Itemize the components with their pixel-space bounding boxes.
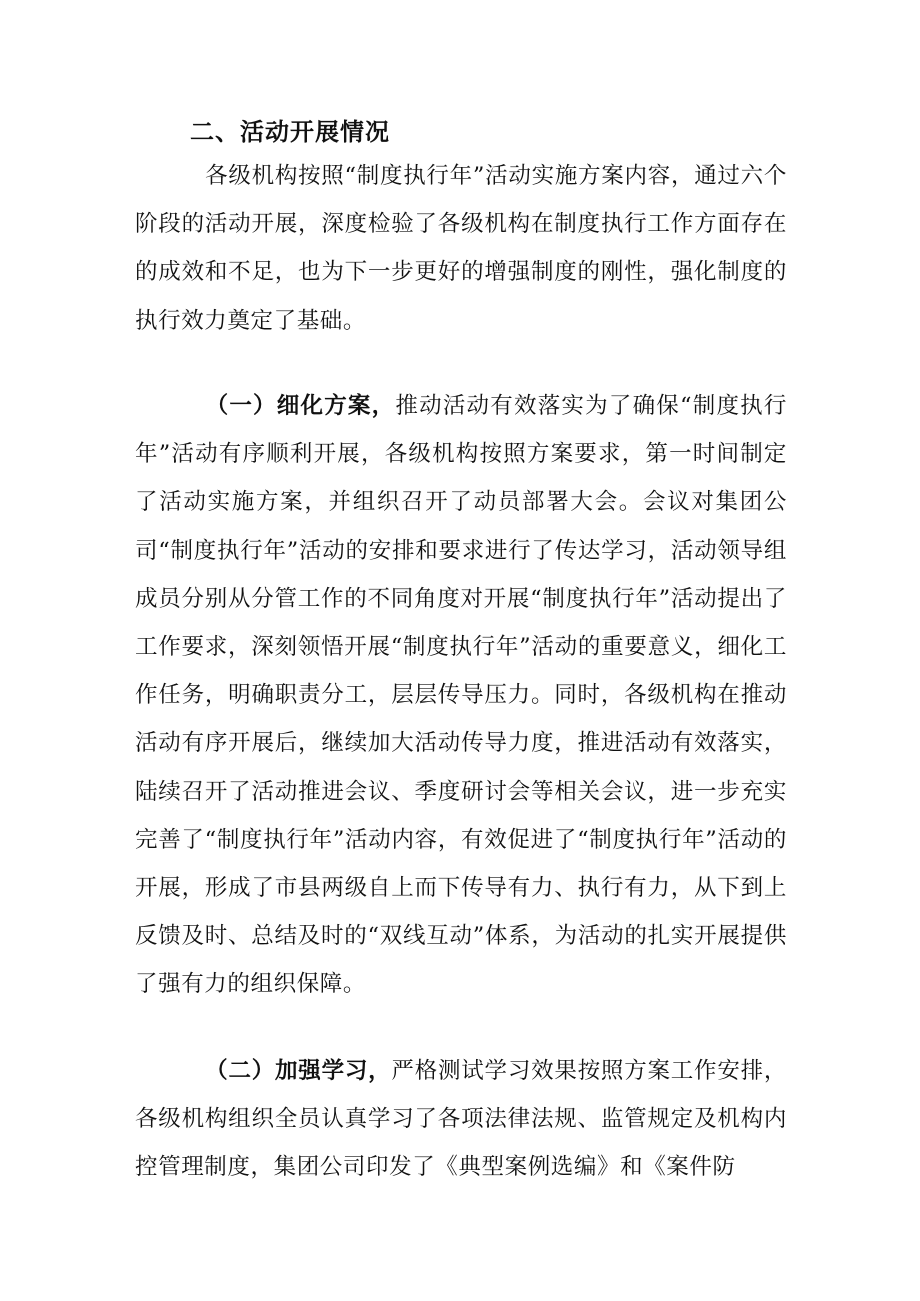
item1-paragraph (135, 382, 787, 1009)
item1-lead: （一）细化方案， (205, 393, 396, 419)
item2-body: 严格测试学习效果按照方案工作安排，各级机构组织全员认真学习了各项法律法规、监管规定及机构内控管理制度，集团公司印发了《典型案例选编》和《案件防 (135, 1058, 787, 1181)
item2-paragraph (135, 1047, 787, 1192)
section-heading: 二、活动开展情况 (190, 118, 390, 146)
intro-paragraph-text: 各级机构按照“制度执行年”活动实施方案内容，通过六个阶段的活动开展，深度检验了各级机构在制度执行工作方面存在的成效和不足，也为下一步更好的增强制度的刚性，强化制度的执行效力奠定了基础。 (135, 163, 787, 334)
item2-lead: （二）加强学习， (205, 1058, 392, 1084)
intro-paragraph (135, 152, 787, 345)
item1-body: 推动活动有效落实为了确保“制度执行年”活动有序顺利开展，各级机构按照方案要求，第一时间制定了活动实施方案，并组织召开了动员部署大会。会议对集团公司“制度执行年”活动的安排和要求进行了传达学习，活动领导组成员分别从分管工作的不同角度对开展“制度执行年”活动提出了工作要求，深刻领悟开展“制度执行年”活动的重要意义，细化工作任务，明确职责分工，层层传导压力。同时，各级机构在推动活动有序开展后，继续加大活动传导力度，推进活动有效落实，陆续召开了活动推进会议、季度研讨会等相关会议，进一步充实完善了“制度执行年”活动内容，有效促进了“制度执行年”活动的开展，形成了市县两级自上而下传导有力、执行有力，从下到上反馈及时、总结及时的“双线互动”体系，为活动的扎实开展提供了强有力的组织保障。 (135, 393, 787, 998)
